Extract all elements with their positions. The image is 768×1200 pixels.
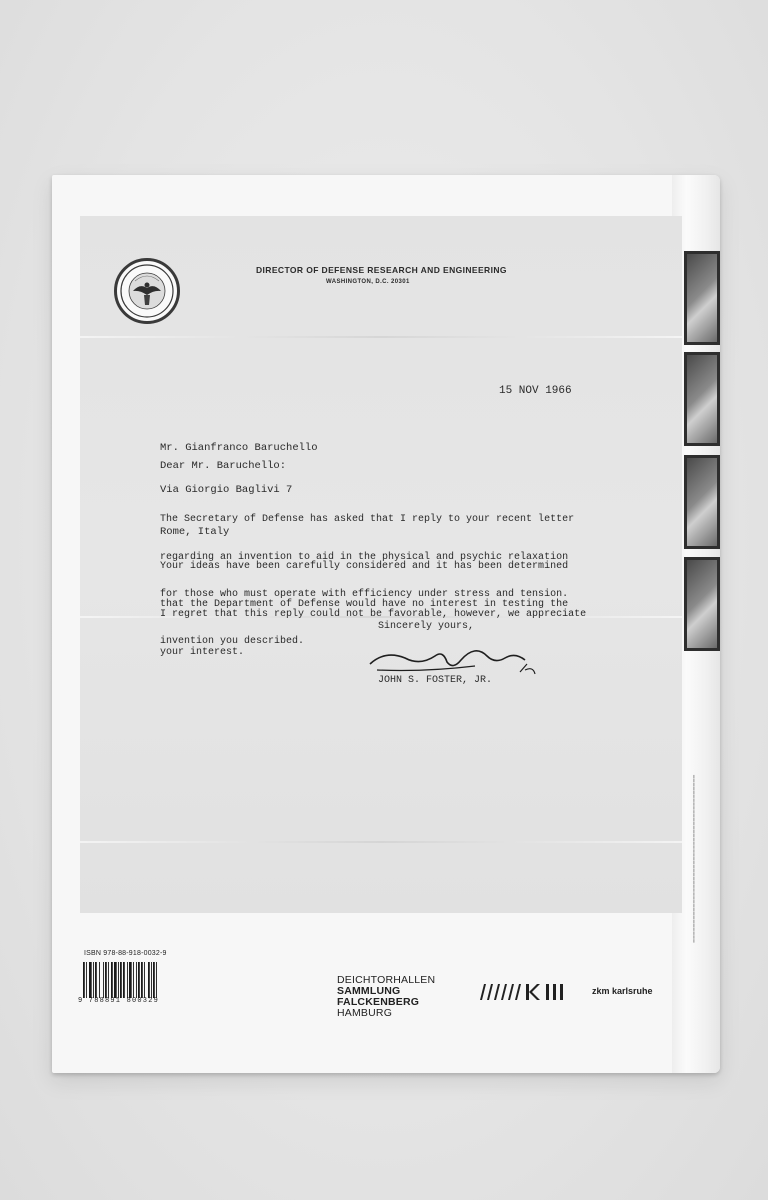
letterhead-title: DIRECTOR OF DEFENSE RESEARCH AND ENGINEERING xyxy=(256,265,507,275)
spine-photo xyxy=(684,557,720,651)
paragraph-line: that the Department of Defense would have no interest in testing the xyxy=(160,598,569,610)
address-line: Via Giorgio Baglivi 7 xyxy=(160,484,293,496)
salutation: Dear Mr. Baruchello: xyxy=(160,460,287,472)
closing: Sincerely yours, xyxy=(378,621,475,632)
address-line: Rome, Italy xyxy=(160,526,230,538)
barcode-digits: 9 788891 800329 xyxy=(78,997,160,1005)
paper-fold xyxy=(80,841,682,843)
barcode xyxy=(82,962,182,998)
spine-photo xyxy=(684,352,720,446)
logo-line: DEICHTORHALLEN xyxy=(337,974,436,986)
spine-title-text: ━━━━━━━━━━━━━━━━━━━━━━━━━━━━━━━━━━━━━━━━━━━ xyxy=(690,775,696,944)
deichtorhallen-logo xyxy=(337,975,435,1019)
logo-line: HAMBURG xyxy=(337,1007,393,1019)
paragraph-line: Your ideas have been carefully considered and it has been determined xyxy=(160,561,569,572)
spine-photo xyxy=(684,455,720,549)
letterhead-city: WASHINGTON, D.C. 20301 xyxy=(326,279,410,285)
letter-date: 15 NOV 1966 xyxy=(499,385,572,397)
paragraph-line: your interest. xyxy=(160,646,245,658)
spine-photo xyxy=(684,251,720,345)
zkm-logo-mark xyxy=(480,984,586,1000)
signer-name: JOHN S. FOSTER, JR. xyxy=(378,675,493,686)
paragraph-line: The Secretary of Defense has asked that I reply to your recent letter xyxy=(160,514,575,525)
handwritten-signature xyxy=(365,636,545,680)
paragraph-line: invention you described. xyxy=(160,636,305,647)
letter-photo xyxy=(80,216,682,913)
zkm-karlsruhe-text: zkm karlsruhe xyxy=(592,986,653,996)
logo-line: FALCKENBERG xyxy=(337,996,420,1008)
paper-fold xyxy=(80,336,682,338)
paragraph-line: for those who must operate with efficiency under stress and tension. xyxy=(160,589,569,600)
dod-seal xyxy=(114,258,180,324)
isbn-label: ISBN 978-88-918-0032-9 xyxy=(84,950,167,957)
book-back-cover xyxy=(52,175,720,1073)
logo-line: SAMMLUNG xyxy=(337,985,401,997)
address-line: Mr. Gianfranco Baruchello xyxy=(160,442,318,454)
paragraph-line: regarding an invention to aid in the physical and psychic relaxation xyxy=(160,551,569,563)
paragraph-line: I regret that this reply could not be favorable, however, we appreciate xyxy=(160,609,587,620)
barcode-block xyxy=(78,950,186,1010)
